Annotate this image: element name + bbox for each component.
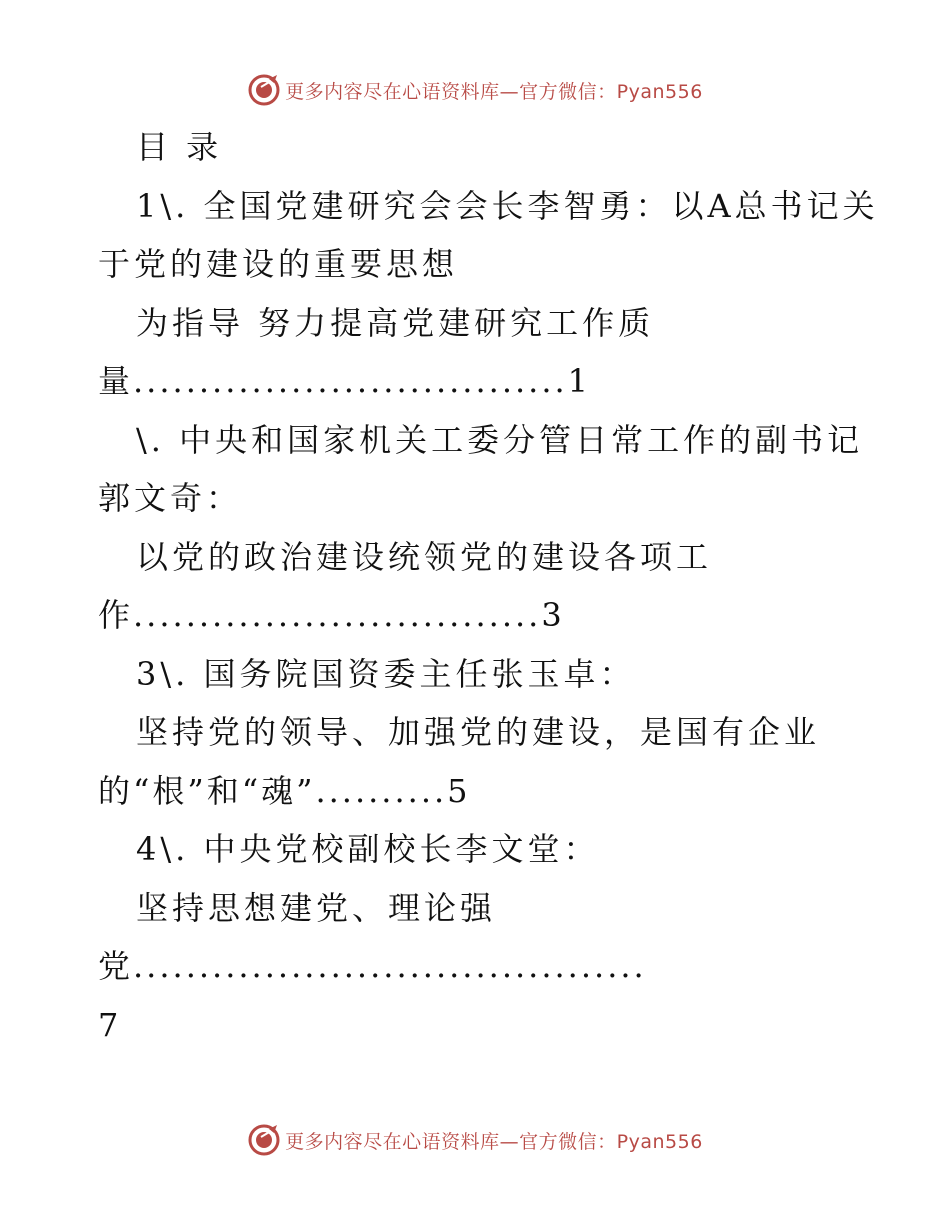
toc-entry-3-line-3: 的“根”和“魂”..........5 xyxy=(98,771,471,810)
toc-entry-1-line-2: 于党的建设的重要思想 xyxy=(98,245,459,283)
toc-entry-2-line-1: \. 中央和国家机关工委分管日常工作的副书记 xyxy=(136,420,864,459)
toc-entry-4-line-3: 党....................................... xyxy=(98,947,647,985)
pen-circle-logo-icon xyxy=(247,1123,281,1157)
watermark-header xyxy=(0,70,950,110)
toc-entry-1-line-3: 为指导 努力提高党建研究工作质 xyxy=(136,303,655,342)
toc-entry-1-line-1: 1\. 全国党建研究会会长李智勇：以A总书记关 xyxy=(136,186,879,225)
toc-entry-4-line-4: 7 xyxy=(98,1005,123,1044)
toc-entry-4-line-2: 坚持思想建党、理论强 xyxy=(136,888,497,927)
toc-entry-1-line-4: 量.................................1 xyxy=(98,362,592,400)
toc-entry-3-line-2: 坚持党的领导、加强党的建设，是国有企业 xyxy=(136,713,821,751)
watermark-text: 更多内容尽在心语资料库—官方微信：Pyan556 xyxy=(285,1130,703,1153)
pen-circle-logo-icon xyxy=(247,73,281,107)
toc-body xyxy=(98,118,879,1054)
watermark-footer xyxy=(0,1120,950,1160)
toc-title: 目 录 xyxy=(136,128,223,166)
toc-entry-2-line-4: 作...............................3 xyxy=(98,596,565,634)
toc-entry-2-line-3: 以党的政治建设统领党的建设各项工 xyxy=(136,537,713,576)
watermark-text: 更多内容尽在心语资料库—官方微信：Pyan556 xyxy=(285,80,703,103)
toc-entry-2-line-2: 郭文奇： xyxy=(98,479,243,517)
toc-entry-4-line-1: 4\. 中央党校副校长李文堂： xyxy=(136,830,600,868)
toc-entry-3-line-1: 3\. 国务院国资委主任张玉卓： xyxy=(136,654,636,693)
